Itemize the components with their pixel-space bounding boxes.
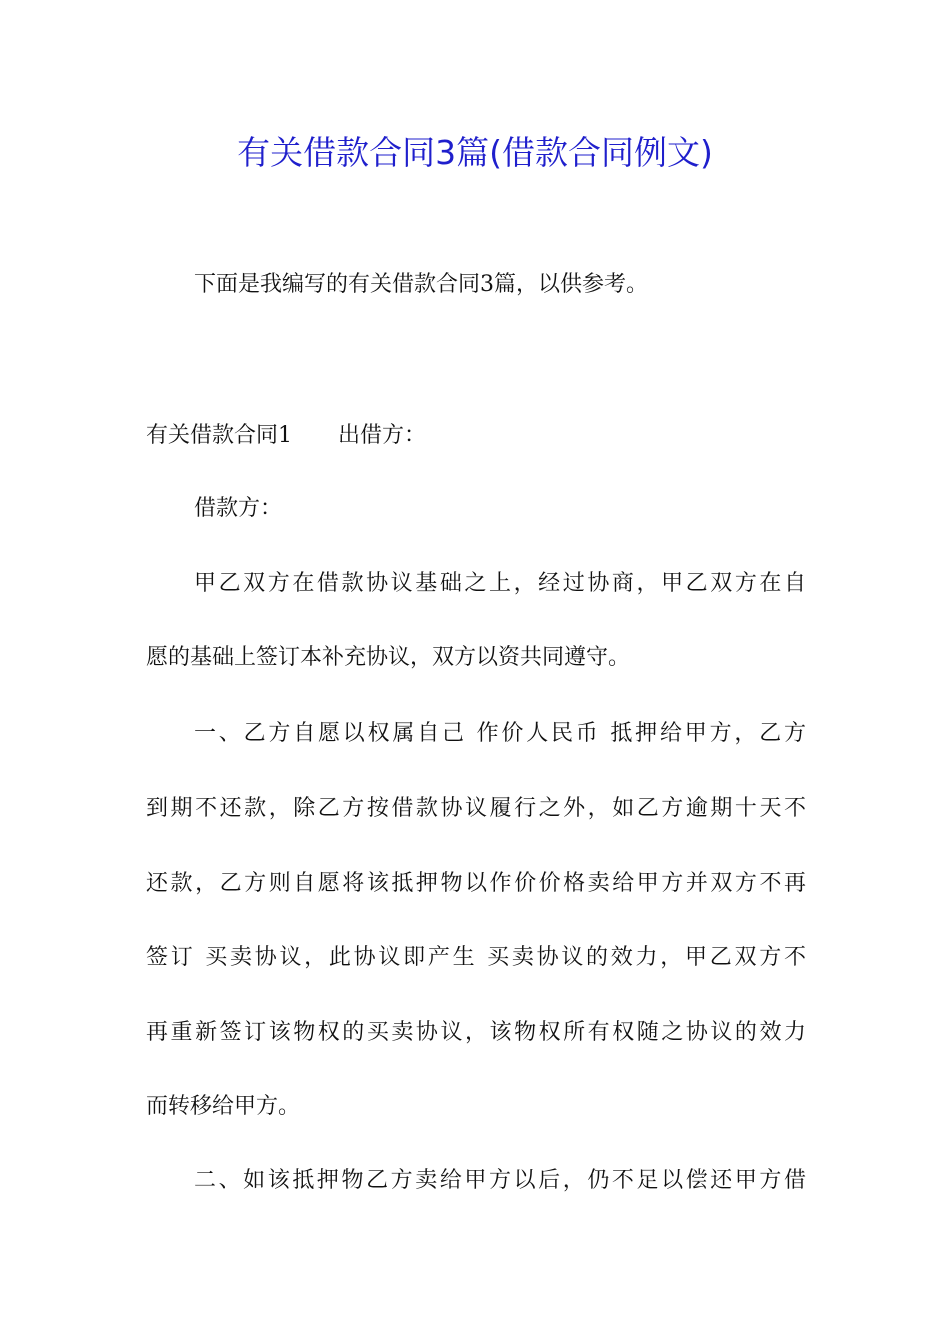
section-heading-line [146,416,806,456]
document-title: 有关借款合同3篇(借款合同例文) [237,133,713,172]
section-heading: 有关借款合同1 [146,423,292,448]
paragraph-line: 到期不还款，除乙方按借款协议履行之外，如乙方逾期十天不 [146,796,806,821]
paragraph-line: 二、如该抵押物乙方卖给甲方以后，仍不足以偿还甲方借 [194,1168,806,1193]
intro-line: 下面是我编写的有关借款合同3篇，以供参考。 [194,272,648,297]
paragraph-line: 甲乙双方在借款协议基础之上，经过协商，甲乙双方在自 [194,571,806,596]
paragraph-line: 还款，乙方则自愿将该抵押物以作价价格卖给甲方并双方不再 [146,871,806,896]
paragraph-line: 愿的基础上签订本补充协议，双方以资共同遵守。 [146,645,631,670]
paragraph-line: 再重新签订该物权的买卖协议，该物权所有权随之协议的效力 [146,1020,806,1045]
lender-label: 出借方： [338,423,427,448]
borrower-label: 借款方： [194,496,283,521]
paragraph-line: 签订 买卖协议，此协议即产生 买卖协议的效力，甲乙双方不 [146,945,806,970]
paragraph-line: 一、乙方自愿以权属自己 作价人民币 抵押给甲方，乙方 [194,721,806,746]
paragraph-line: 而转移给甲方。 [146,1094,301,1119]
